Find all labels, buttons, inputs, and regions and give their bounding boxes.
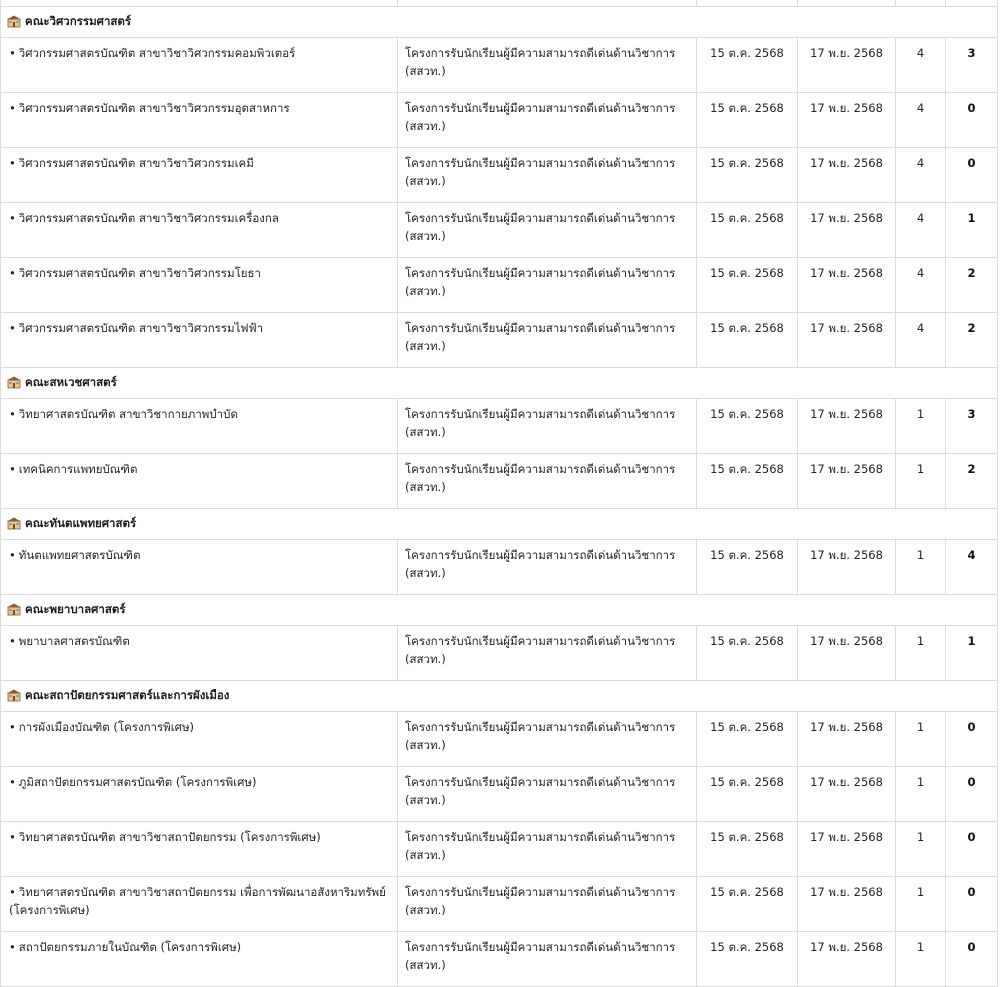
end-date: 17 พ.ย. 2568 — [810, 46, 883, 60]
project-name-cell — [398, 38, 697, 93]
start-date-cell — [697, 932, 798, 987]
project-name: โครงการรับนักเรียนผู้มีความสามารถดีเด่นด้านวิชาการ (สสวท.) — [405, 775, 676, 807]
program-name: พยาบาลศาสตรบัณฑิต — [18, 634, 130, 648]
end-date: 17 พ.ย. 2568 — [810, 775, 883, 789]
seats-count: 4 — [916, 266, 925, 280]
faculty-name: คณะพยาบาลศาสตร์ — [25, 602, 126, 616]
seats-cell — [896, 767, 946, 822]
applicants-count: 0 — [967, 101, 976, 115]
applicants-count: 4 — [967, 548, 976, 562]
seats-count: 1 — [916, 634, 925, 648]
end-date: 17 พ.ย. 2568 — [810, 885, 883, 899]
start-date: 15 ต.ค. 2568 — [710, 940, 784, 954]
seats-count: 1 — [916, 720, 925, 734]
bullet-dot: • — [9, 407, 16, 421]
end-date-cell — [798, 822, 896, 877]
applicants-cell — [946, 877, 998, 932]
program-name-cell — [1, 203, 398, 258]
applicants-cell — [946, 822, 998, 877]
project-name-cell — [398, 148, 697, 203]
program-row — [1, 932, 998, 987]
seats-count: 1 — [916, 407, 925, 421]
start-date-cell — [697, 93, 798, 148]
faculty-header-row — [1, 368, 998, 399]
start-date: 15 ต.ค. 2568 — [710, 462, 784, 476]
end-date-cell — [798, 626, 896, 681]
start-date: 15 ต.ค. 2568 — [710, 830, 784, 844]
program-name-cell — [1, 822, 398, 877]
start-date-cell — [697, 399, 798, 454]
faculty-header-cell — [1, 7, 998, 38]
start-date: 15 ต.ค. 2568 — [710, 211, 784, 225]
project-name-cell — [398, 626, 697, 681]
start-date: 15 ต.ค. 2568 — [710, 885, 784, 899]
start-date: 15 ต.ค. 2568 — [710, 321, 784, 335]
project-name-cell — [398, 399, 697, 454]
project-name-cell — [398, 712, 697, 767]
end-date: 17 พ.ย. 2568 — [810, 720, 883, 734]
seats-count: 1 — [916, 462, 925, 476]
project-name: โครงการรับนักเรียนผู้มีความสามารถดีเด่นด้านวิชาการ (สสวท.) — [405, 830, 676, 862]
program-name: วิทยาศาสตรบัณฑิต สาขาวิชาสถาปัตยกรรม เพื่อการพัฒนาอสังหาริมทรัพย์ (โครงการพิเศษ) — [9, 885, 386, 917]
seats-count: 1 — [916, 830, 925, 844]
start-date-cell — [697, 313, 798, 368]
bullet-dot: • — [9, 211, 16, 225]
applicants-cell — [946, 258, 998, 313]
bullet-dot: • — [9, 156, 16, 170]
start-date-cell — [697, 626, 798, 681]
program-name-cell — [1, 258, 398, 313]
faculty-header-cell — [1, 509, 998, 540]
end-date-cell — [798, 932, 896, 987]
program-name: วิศวกรรมศาสตรบัณฑิต สาขาวิชาวิศวกรรมไฟฟ้า — [18, 321, 264, 335]
project-name: โครงการรับนักเรียนผู้มีความสามารถดีเด่นด้านวิชาการ (สสวท.) — [405, 548, 676, 580]
applicants-count: 2 — [967, 462, 976, 476]
seats-cell — [896, 626, 946, 681]
end-date: 17 พ.ย. 2568 — [810, 101, 883, 115]
start-date-cell — [697, 822, 798, 877]
program-name: วิศวกรรมศาสตรบัณฑิต สาขาวิชาวิศวกรรมเครื่องกล — [18, 211, 279, 225]
bullet-dot: • — [9, 634, 16, 648]
project-name: โครงการรับนักเรียนผู้มีความสามารถดีเด่นด้านวิชาการ (สสวท.) — [405, 407, 676, 439]
program-row — [1, 313, 998, 368]
applicants-cell — [946, 932, 998, 987]
applicants-cell — [946, 767, 998, 822]
admissions-table-body — [1, 0, 998, 987]
applicants-count: 1 — [967, 634, 976, 648]
applicants-count: 0 — [967, 156, 976, 170]
bullet-dot: • — [9, 462, 16, 476]
program-name-cell — [1, 399, 398, 454]
seats-count: 4 — [916, 321, 925, 335]
end-date-cell — [798, 712, 896, 767]
program-name-cell — [1, 877, 398, 932]
faculty-name: คณะทันตแพทยศาสตร์ — [25, 516, 137, 530]
end-date-cell — [798, 313, 896, 368]
faculty-name: คณะสถาปัตยกรรมศาสตร์และการผังเมือง — [25, 688, 230, 702]
end-date: 17 พ.ย. 2568 — [810, 211, 883, 225]
end-date-cell — [798, 399, 896, 454]
program-row — [1, 712, 998, 767]
end-date-cell — [798, 258, 896, 313]
end-date: 17 พ.ย. 2568 — [810, 634, 883, 648]
seats-count: 1 — [916, 940, 925, 954]
faculty-name: คณะสหเวชศาสตร์ — [25, 375, 117, 389]
applicants-cell — [946, 399, 998, 454]
program-name-cell — [1, 540, 398, 595]
applicants-cell — [946, 203, 998, 258]
program-name: วิทยาศาสตรบัณฑิต สาขาวิชากายภาพบำบัด — [18, 407, 238, 421]
project-name: โครงการรับนักเรียนผู้มีความสามารถดีเด่นด้านวิชาการ (สสวท.) — [405, 634, 676, 666]
end-date: 17 พ.ย. 2568 — [810, 321, 883, 335]
bullet-dot: • — [9, 266, 16, 280]
applicants-cell — [946, 38, 998, 93]
seats-count: 4 — [916, 101, 925, 115]
faculty-header-row — [1, 595, 998, 626]
bullet-dot: • — [9, 720, 16, 734]
start-date-cell — [697, 540, 798, 595]
seats-cell — [896, 454, 946, 509]
program-name: วิทยาศาสตรบัณฑิต สาขาวิชาสถาปัตยกรรม (โครงการพิเศษ) — [18, 830, 321, 844]
bullet-dot: • — [9, 548, 16, 562]
bullet-dot: • — [9, 101, 16, 115]
program-name: วิศวกรรมศาสตรบัณฑิต สาขาวิชาวิศวกรรมอุตสาหการ — [18, 101, 290, 115]
program-name-cell — [1, 712, 398, 767]
end-date: 17 พ.ย. 2568 — [810, 266, 883, 280]
program-row — [1, 38, 998, 93]
bullet-dot: • — [9, 830, 16, 844]
start-date-cell — [697, 258, 798, 313]
applicants-count: 1 — [967, 211, 976, 225]
end-date-cell — [798, 148, 896, 203]
school-building-icon — [7, 689, 21, 701]
start-date-cell — [697, 203, 798, 258]
faculty-name: คณะวิศวกรรมศาสตร์ — [25, 14, 132, 28]
bullet-dot: • — [9, 46, 16, 60]
start-date: 15 ต.ค. 2568 — [710, 46, 784, 60]
school-building-icon — [7, 517, 21, 529]
faculty-header-cell — [1, 595, 998, 626]
seats-count: 1 — [916, 548, 925, 562]
seats-count: 4 — [916, 211, 925, 225]
project-name-cell — [398, 767, 697, 822]
start-date: 15 ต.ค. 2568 — [710, 634, 784, 648]
project-name-cell — [398, 258, 697, 313]
start-date: 15 ต.ค. 2568 — [710, 548, 784, 562]
applicants-cell — [946, 626, 998, 681]
end-date: 17 พ.ย. 2568 — [810, 830, 883, 844]
project-name: โครงการรับนักเรียนผู้มีความสามารถดีเด่นด้านวิชาการ (สสวท.) — [405, 885, 676, 917]
start-date: 15 ต.ค. 2568 — [710, 720, 784, 734]
seats-count: 1 — [916, 885, 925, 899]
end-date-cell — [798, 454, 896, 509]
project-name-cell — [398, 454, 697, 509]
seats-cell — [896, 93, 946, 148]
end-date-cell — [798, 93, 896, 148]
applicants-cell — [946, 454, 998, 509]
program-name: วิศวกรรมศาสตรบัณฑิต สาขาวิชาวิศวกรรมคอมพิวเตอร์ — [18, 46, 296, 60]
faculty-header-row — [1, 681, 998, 712]
applicants-count: 3 — [967, 46, 976, 60]
seats-cell — [896, 932, 946, 987]
faculty-header-row — [1, 509, 998, 540]
project-name: โครงการรับนักเรียนผู้มีความสามารถดีเด่นด้านวิชาการ (สสวท.) — [405, 266, 676, 298]
seats-cell — [896, 712, 946, 767]
start-date-cell — [697, 712, 798, 767]
start-date-cell — [697, 148, 798, 203]
start-date-cell — [697, 454, 798, 509]
project-name-cell — [398, 203, 697, 258]
end-date-cell — [798, 203, 896, 258]
seats-cell — [896, 148, 946, 203]
program-name-cell — [1, 454, 398, 509]
project-name: โครงการรับนักเรียนผู้มีความสามารถดีเด่นด้านวิชาการ (สสวท.) — [405, 46, 676, 78]
end-date-cell — [798, 540, 896, 595]
program-row — [1, 626, 998, 681]
program-name-cell — [1, 93, 398, 148]
applicants-count: 0 — [967, 775, 976, 789]
program-row — [1, 148, 998, 203]
program-row — [1, 540, 998, 595]
faculty-header-row — [1, 7, 998, 38]
bullet-dot: • — [9, 321, 16, 335]
end-date: 17 พ.ย. 2568 — [810, 940, 883, 954]
program-row — [1, 203, 998, 258]
project-name: โครงการรับนักเรียนผู้มีความสามารถดีเด่นด้านวิชาการ (สสวท.) — [405, 462, 676, 494]
seats-cell — [896, 822, 946, 877]
program-name-cell — [1, 626, 398, 681]
project-name-cell — [398, 93, 697, 148]
applicants-count: 2 — [967, 321, 976, 335]
school-building-icon — [7, 603, 21, 615]
end-date: 17 พ.ย. 2568 — [810, 156, 883, 170]
applicants-cell — [946, 148, 998, 203]
program-name: เทคนิคการแพทยบัณฑิต — [18, 462, 138, 476]
project-name: โครงการรับนักเรียนผู้มีความสามารถดีเด่นด้านวิชาการ (สสวท.) — [405, 720, 676, 752]
bullet-dot: • — [9, 775, 16, 789]
project-name: โครงการรับนักเรียนผู้มีความสามารถดีเด่นด้านวิชาการ (สสวท.) — [405, 156, 676, 188]
seats-cell — [896, 877, 946, 932]
seats-count: 1 — [916, 775, 925, 789]
applicants-count: 3 — [967, 407, 976, 421]
project-name: โครงการรับนักเรียนผู้มีความสามารถดีเด่นด้านวิชาการ (สสวท.) — [405, 211, 676, 243]
end-date: 17 พ.ย. 2568 — [810, 462, 883, 476]
applicants-count: 0 — [967, 940, 976, 954]
program-name: ภูมิสถาปัตยกรรมศาสตรบัณฑิต (โครงการพิเศษ) — [18, 775, 257, 789]
program-name: ทันตแพทยศาสตรบัณฑิต — [18, 548, 141, 562]
seats-cell — [896, 313, 946, 368]
program-name-cell — [1, 148, 398, 203]
program-row — [1, 454, 998, 509]
program-name: การผังเมืองบัณฑิต (โครงการพิเศษ) — [18, 720, 195, 734]
seats-count: 4 — [916, 156, 925, 170]
school-building-icon — [7, 15, 21, 27]
start-date: 15 ต.ค. 2568 — [710, 156, 784, 170]
seats-count: 4 — [916, 46, 925, 60]
bullet-dot: • — [9, 940, 16, 954]
project-name-cell — [398, 313, 697, 368]
program-name-cell — [1, 313, 398, 368]
program-row — [1, 822, 998, 877]
project-name-cell — [398, 822, 697, 877]
applicants-count: 0 — [967, 830, 976, 844]
start-date: 15 ต.ค. 2568 — [710, 101, 784, 115]
start-date: 15 ต.ค. 2568 — [710, 407, 784, 421]
project-name-cell — [398, 877, 697, 932]
project-name: โครงการรับนักเรียนผู้มีความสามารถดีเด่นด้านวิชาการ (สสวท.) — [405, 940, 676, 972]
program-name-cell — [1, 932, 398, 987]
seats-cell — [896, 540, 946, 595]
seats-cell — [896, 399, 946, 454]
project-name-cell — [398, 540, 697, 595]
seats-cell — [896, 38, 946, 93]
start-date: 15 ต.ค. 2568 — [710, 266, 784, 280]
faculty-header-cell — [1, 368, 998, 399]
seats-cell — [896, 203, 946, 258]
applicants-cell — [946, 540, 998, 595]
applicants-count: 0 — [967, 720, 976, 734]
applicants-cell — [946, 93, 998, 148]
program-row — [1, 877, 998, 932]
applicants-cell — [946, 712, 998, 767]
program-name: วิศวกรรมศาสตรบัณฑิต สาขาวิชาวิศวกรรมเคมี — [18, 156, 254, 170]
applicants-cell — [946, 313, 998, 368]
project-name: โครงการรับนักเรียนผู้มีความสามารถดีเด่นด้านวิชาการ (สสวท.) — [405, 321, 676, 353]
start-date-cell — [697, 38, 798, 93]
school-building-icon — [7, 376, 21, 388]
end-date-cell — [798, 38, 896, 93]
program-row — [1, 93, 998, 148]
project-name-cell — [398, 932, 697, 987]
program-row — [1, 399, 998, 454]
program-name: สถาปัตยกรรมภายในบัณฑิต (โครงการพิเศษ) — [18, 940, 242, 954]
seats-cell — [896, 258, 946, 313]
program-name: วิศวกรรมศาสตรบัณฑิต สาขาวิชาวิศวกรรมโยธา — [18, 266, 261, 280]
applicants-count: 0 — [967, 885, 976, 899]
end-date: 17 พ.ย. 2568 — [810, 548, 883, 562]
program-name-cell — [1, 767, 398, 822]
program-row — [1, 767, 998, 822]
end-date-cell — [798, 767, 896, 822]
program-name-cell — [1, 38, 398, 93]
start-date-cell — [697, 877, 798, 932]
program-row — [1, 258, 998, 313]
end-date: 17 พ.ย. 2568 — [810, 407, 883, 421]
faculty-header-cell — [1, 681, 998, 712]
start-date-cell — [697, 767, 798, 822]
bullet-dot: • — [9, 885, 16, 899]
project-name: โครงการรับนักเรียนผู้มีความสามารถดีเด่นด้านวิชาการ (สสวท.) — [405, 101, 676, 133]
applicants-count: 2 — [967, 266, 976, 280]
start-date: 15 ต.ค. 2568 — [710, 775, 784, 789]
end-date-cell — [798, 877, 896, 932]
